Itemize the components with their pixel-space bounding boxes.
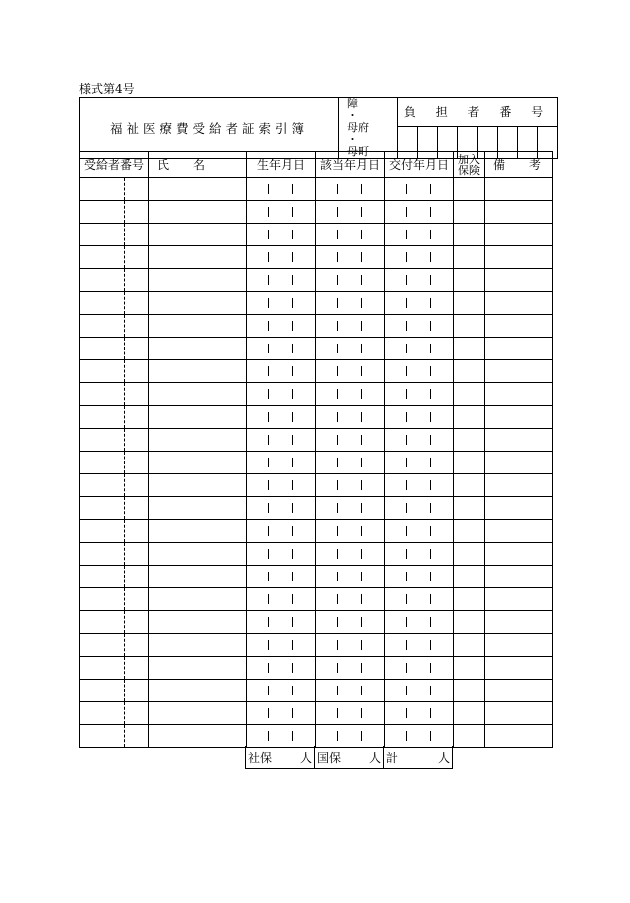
name-cell[interactable] bbox=[149, 451, 247, 474]
table-row bbox=[80, 178, 553, 201]
totals-row bbox=[245, 746, 453, 769]
name-cell[interactable] bbox=[149, 679, 247, 702]
futan-number-header: 負 担 者 番 号 bbox=[398, 98, 558, 127]
birth-date-cell[interactable] bbox=[247, 497, 316, 520]
applicable-date-cell[interactable] bbox=[316, 291, 385, 314]
receiver-number-cell[interactable] bbox=[80, 588, 149, 611]
table-row bbox=[80, 725, 553, 748]
issue-date-cell[interactable] bbox=[385, 725, 454, 748]
applicable-date-cell[interactable] bbox=[316, 633, 385, 656]
birth-date-cell[interactable] bbox=[247, 519, 316, 542]
remarks-cell[interactable] bbox=[485, 428, 553, 451]
table-row bbox=[80, 337, 553, 360]
col-birth-date: 生年月日 bbox=[247, 152, 316, 178]
remarks-cell[interactable] bbox=[485, 405, 553, 428]
remarks-cell[interactable] bbox=[485, 656, 553, 679]
form-number-label: 様式第4号 bbox=[79, 82, 135, 96]
applicable-date-cell[interactable] bbox=[316, 269, 385, 292]
name-cell[interactable] bbox=[149, 337, 247, 360]
table-row bbox=[80, 405, 553, 428]
remarks-cell[interactable] bbox=[485, 200, 553, 223]
insurance-cell[interactable] bbox=[454, 565, 485, 588]
name-cell[interactable] bbox=[149, 200, 247, 223]
remarks-cell[interactable] bbox=[485, 269, 553, 292]
table-row bbox=[80, 633, 553, 656]
receiver-number-cell[interactable] bbox=[80, 519, 149, 542]
table-row bbox=[80, 702, 553, 725]
insurance-cell[interactable] bbox=[454, 611, 485, 634]
insurance-cell[interactable] bbox=[454, 269, 485, 292]
table-row bbox=[80, 656, 553, 679]
table-row bbox=[80, 497, 553, 520]
issue-date-cell[interactable] bbox=[385, 405, 454, 428]
prefecture-cell bbox=[339, 98, 398, 159]
receiver-number-cell[interactable] bbox=[80, 656, 149, 679]
applicable-date-cell[interactable] bbox=[316, 497, 385, 520]
col-name: 氏 名 bbox=[149, 152, 247, 178]
table-row bbox=[80, 291, 553, 314]
name-cell[interactable] bbox=[149, 519, 247, 542]
receiver-number-cell[interactable] bbox=[80, 565, 149, 588]
issue-date-cell[interactable] bbox=[385, 451, 454, 474]
name-cell[interactable] bbox=[149, 656, 247, 679]
remarks-cell[interactable] bbox=[485, 588, 553, 611]
issue-date-cell[interactable] bbox=[385, 246, 454, 269]
issue-date-cell[interactable] bbox=[385, 702, 454, 725]
birth-date-cell[interactable] bbox=[247, 405, 316, 428]
applicable-date-cell[interactable] bbox=[316, 588, 385, 611]
applicable-date-cell[interactable] bbox=[316, 314, 385, 337]
birth-date-cell[interactable] bbox=[247, 428, 316, 451]
receiver-number-cell[interactable] bbox=[80, 542, 149, 565]
name-cell[interactable] bbox=[149, 405, 247, 428]
birth-date-cell[interactable] bbox=[247, 679, 316, 702]
name-cell[interactable] bbox=[149, 611, 247, 634]
insurance-cell[interactable] bbox=[454, 428, 485, 451]
applicable-date-cell[interactable] bbox=[316, 223, 385, 246]
remarks-cell[interactable] bbox=[485, 178, 553, 201]
name-cell[interactable] bbox=[149, 588, 247, 611]
name-cell[interactable] bbox=[149, 542, 247, 565]
table-row bbox=[80, 565, 553, 588]
issue-date-cell[interactable] bbox=[385, 383, 454, 406]
insurance-cell[interactable] bbox=[454, 519, 485, 542]
issue-date-cell[interactable] bbox=[385, 542, 454, 565]
remarks-cell[interactable] bbox=[485, 474, 553, 497]
issue-date-cell[interactable] bbox=[385, 178, 454, 201]
table-row bbox=[80, 360, 553, 383]
table-row bbox=[80, 451, 553, 474]
birth-date-cell[interactable] bbox=[247, 337, 316, 360]
birth-date-cell[interactable] bbox=[247, 246, 316, 269]
issue-date-cell[interactable] bbox=[385, 588, 454, 611]
birth-date-cell[interactable] bbox=[247, 565, 316, 588]
remarks-cell[interactable] bbox=[485, 291, 553, 314]
register-rows bbox=[80, 178, 553, 748]
col-receiver-number: 受給者番号 bbox=[80, 152, 149, 178]
prefecture-dot-1: ・ bbox=[347, 109, 358, 122]
applicable-date-cell[interactable] bbox=[316, 178, 385, 201]
receiver-number-cell[interactable] bbox=[80, 679, 149, 702]
prefecture-line-1: 障 bbox=[347, 97, 358, 110]
applicable-date-cell[interactable] bbox=[316, 725, 385, 748]
birth-date-cell[interactable] bbox=[247, 542, 316, 565]
applicable-date-cell[interactable] bbox=[316, 200, 385, 223]
receiver-number-cell[interactable] bbox=[80, 223, 149, 246]
issue-date-cell[interactable] bbox=[385, 337, 454, 360]
issue-date-cell[interactable] bbox=[385, 291, 454, 314]
birth-date-cell[interactable] bbox=[247, 314, 316, 337]
remarks-cell[interactable] bbox=[485, 451, 553, 474]
remarks-cell[interactable] bbox=[485, 360, 553, 383]
birth-date-cell[interactable] bbox=[247, 269, 316, 292]
birth-date-cell[interactable] bbox=[247, 383, 316, 406]
remarks-cell[interactable] bbox=[485, 679, 553, 702]
applicable-date-cell[interactable] bbox=[316, 611, 385, 634]
col-remarks: 備 考 bbox=[485, 152, 553, 178]
col-issue-date: 交付年月日 bbox=[385, 152, 454, 178]
table-row bbox=[80, 200, 553, 223]
issue-date-cell[interactable] bbox=[385, 200, 454, 223]
birth-date-cell[interactable] bbox=[247, 178, 316, 201]
issue-date-cell[interactable] bbox=[385, 519, 454, 542]
name-cell[interactable] bbox=[149, 428, 247, 451]
remarks-cell[interactable] bbox=[485, 633, 553, 656]
birth-date-cell[interactable] bbox=[247, 360, 316, 383]
table-row bbox=[80, 383, 553, 406]
remarks-cell[interactable] bbox=[485, 611, 553, 634]
prefecture-line-2: 母府 bbox=[347, 121, 369, 134]
applicable-date-cell[interactable] bbox=[316, 702, 385, 725]
applicable-date-cell[interactable] bbox=[316, 542, 385, 565]
applicable-date-cell[interactable] bbox=[316, 383, 385, 406]
register-table bbox=[79, 151, 553, 748]
table-row bbox=[80, 314, 553, 337]
birth-date-cell[interactable] bbox=[247, 451, 316, 474]
prefecture-dot-2: ・ bbox=[347, 133, 358, 146]
issue-date-cell[interactable] bbox=[385, 360, 454, 383]
receiver-number-cell[interactable] bbox=[80, 360, 149, 383]
remarks-cell[interactable] bbox=[485, 223, 553, 246]
insurance-cell[interactable] bbox=[454, 702, 485, 725]
name-cell[interactable] bbox=[149, 565, 247, 588]
applicable-date-cell[interactable] bbox=[316, 565, 385, 588]
issue-date-cell[interactable] bbox=[385, 497, 454, 520]
issue-date-cell[interactable] bbox=[385, 428, 454, 451]
name-cell[interactable] bbox=[149, 246, 247, 269]
table-row bbox=[80, 679, 553, 702]
remarks-cell[interactable] bbox=[485, 725, 553, 748]
table-row bbox=[80, 474, 553, 497]
table-row bbox=[80, 223, 553, 246]
receiver-number-cell[interactable] bbox=[80, 611, 149, 634]
name-cell[interactable] bbox=[149, 223, 247, 246]
name-cell[interactable] bbox=[149, 314, 247, 337]
receiver-number-cell[interactable] bbox=[80, 428, 149, 451]
remarks-cell[interactable] bbox=[485, 542, 553, 565]
insurance-cell[interactable] bbox=[454, 679, 485, 702]
insurance-cell[interactable] bbox=[454, 405, 485, 428]
name-cell[interactable] bbox=[149, 291, 247, 314]
name-cell[interactable] bbox=[149, 269, 247, 292]
remarks-cell[interactable] bbox=[485, 702, 553, 725]
insurance-cell[interactable] bbox=[454, 725, 485, 748]
issue-date-cell[interactable] bbox=[385, 223, 454, 246]
applicable-date-cell[interactable] bbox=[316, 519, 385, 542]
insurance-cell[interactable] bbox=[454, 656, 485, 679]
remarks-cell[interactable] bbox=[485, 383, 553, 406]
receiver-number-cell[interactable] bbox=[80, 451, 149, 474]
applicable-date-cell[interactable] bbox=[316, 656, 385, 679]
issue-date-cell[interactable] bbox=[385, 565, 454, 588]
name-cell[interactable] bbox=[149, 360, 247, 383]
issue-date-cell[interactable] bbox=[385, 314, 454, 337]
name-cell[interactable] bbox=[149, 725, 247, 748]
receiver-number-cell[interactable] bbox=[80, 314, 149, 337]
table-row bbox=[80, 246, 553, 269]
col-insurance: 加入 保険 bbox=[454, 152, 485, 178]
prefecture-line-3: 母町 bbox=[347, 145, 369, 158]
remarks-cell[interactable] bbox=[485, 337, 553, 360]
name-cell[interactable] bbox=[149, 497, 247, 520]
receiver-number-cell[interactable] bbox=[80, 200, 149, 223]
insurance-cell[interactable] bbox=[454, 474, 485, 497]
receiver-number-cell[interactable] bbox=[80, 246, 149, 269]
name-cell[interactable] bbox=[149, 474, 247, 497]
birth-date-cell[interactable] bbox=[247, 200, 316, 223]
receiver-number-cell[interactable] bbox=[80, 633, 149, 656]
birth-date-cell[interactable] bbox=[247, 633, 316, 656]
total-social-insurance[interactable]: 社保 人 bbox=[246, 746, 315, 769]
birth-date-cell[interactable] bbox=[247, 291, 316, 314]
birth-date-cell[interactable] bbox=[247, 702, 316, 725]
receiver-number-cell[interactable] bbox=[80, 405, 149, 428]
title-block bbox=[79, 97, 558, 159]
remarks-cell[interactable] bbox=[485, 497, 553, 520]
receiver-number-cell[interactable] bbox=[80, 337, 149, 360]
applicable-date-cell[interactable] bbox=[316, 428, 385, 451]
issue-date-cell[interactable] bbox=[385, 269, 454, 292]
insurance-cell[interactable] bbox=[454, 246, 485, 269]
receiver-number-cell[interactable] bbox=[80, 474, 149, 497]
table-row bbox=[80, 519, 553, 542]
table-row bbox=[80, 542, 553, 565]
birth-date-cell[interactable] bbox=[247, 611, 316, 634]
table-row bbox=[80, 588, 553, 611]
name-cell[interactable] bbox=[149, 383, 247, 406]
insurance-cell[interactable] bbox=[454, 178, 485, 201]
name-cell[interactable] bbox=[149, 702, 247, 725]
birth-date-cell[interactable] bbox=[247, 725, 316, 748]
insurance-cell[interactable] bbox=[454, 200, 485, 223]
remarks-cell[interactable] bbox=[485, 565, 553, 588]
issue-date-cell[interactable] bbox=[385, 679, 454, 702]
applicable-date-cell[interactable] bbox=[316, 246, 385, 269]
insurance-cell[interactable] bbox=[454, 497, 485, 520]
table-row bbox=[80, 611, 553, 634]
applicable-date-cell[interactable] bbox=[316, 679, 385, 702]
receiver-number-cell[interactable] bbox=[80, 383, 149, 406]
insurance-cell[interactable] bbox=[454, 542, 485, 565]
register-title: 福祉医療費受給者証索引簿 bbox=[80, 98, 339, 159]
insurance-cell[interactable] bbox=[454, 314, 485, 337]
name-cell[interactable] bbox=[149, 633, 247, 656]
receiver-number-cell[interactable] bbox=[80, 497, 149, 520]
receiver-number-cell[interactable] bbox=[80, 291, 149, 314]
insurance-cell[interactable] bbox=[454, 223, 485, 246]
remarks-cell[interactable] bbox=[485, 519, 553, 542]
col-applicable-date: 該当年月日 bbox=[316, 152, 385, 178]
insurance-cell[interactable] bbox=[454, 383, 485, 406]
birth-date-cell[interactable] bbox=[247, 223, 316, 246]
insurance-cell[interactable] bbox=[454, 360, 485, 383]
applicable-date-cell[interactable] bbox=[316, 474, 385, 497]
receiver-number-cell[interactable] bbox=[80, 178, 149, 201]
total-national-insurance[interactable]: 国保 人 bbox=[315, 746, 384, 769]
table-row bbox=[80, 428, 553, 451]
birth-date-cell[interactable] bbox=[247, 474, 316, 497]
applicable-date-cell[interactable] bbox=[316, 405, 385, 428]
table-row bbox=[80, 269, 553, 292]
insurance-cell[interactable] bbox=[454, 633, 485, 656]
issue-date-cell[interactable] bbox=[385, 633, 454, 656]
receiver-number-cell[interactable] bbox=[80, 269, 149, 292]
remarks-cell[interactable] bbox=[485, 314, 553, 337]
receiver-number-cell[interactable] bbox=[80, 725, 149, 748]
birth-date-cell[interactable] bbox=[247, 588, 316, 611]
insurance-cell[interactable] bbox=[454, 588, 485, 611]
applicable-date-cell[interactable] bbox=[316, 360, 385, 383]
insurance-cell[interactable] bbox=[454, 337, 485, 360]
remarks-cell[interactable] bbox=[485, 246, 553, 269]
applicable-date-cell[interactable] bbox=[316, 451, 385, 474]
issue-date-cell[interactable] bbox=[385, 474, 454, 497]
applicable-date-cell[interactable] bbox=[316, 337, 385, 360]
receiver-number-cell[interactable] bbox=[80, 702, 149, 725]
insurance-cell[interactable] bbox=[454, 451, 485, 474]
insurance-cell[interactable] bbox=[454, 291, 485, 314]
issue-date-cell[interactable] bbox=[385, 656, 454, 679]
name-cell[interactable] bbox=[149, 178, 247, 201]
total-sum[interactable]: 計 人 bbox=[384, 746, 453, 769]
issue-date-cell[interactable] bbox=[385, 611, 454, 634]
birth-date-cell[interactable] bbox=[247, 656, 316, 679]
